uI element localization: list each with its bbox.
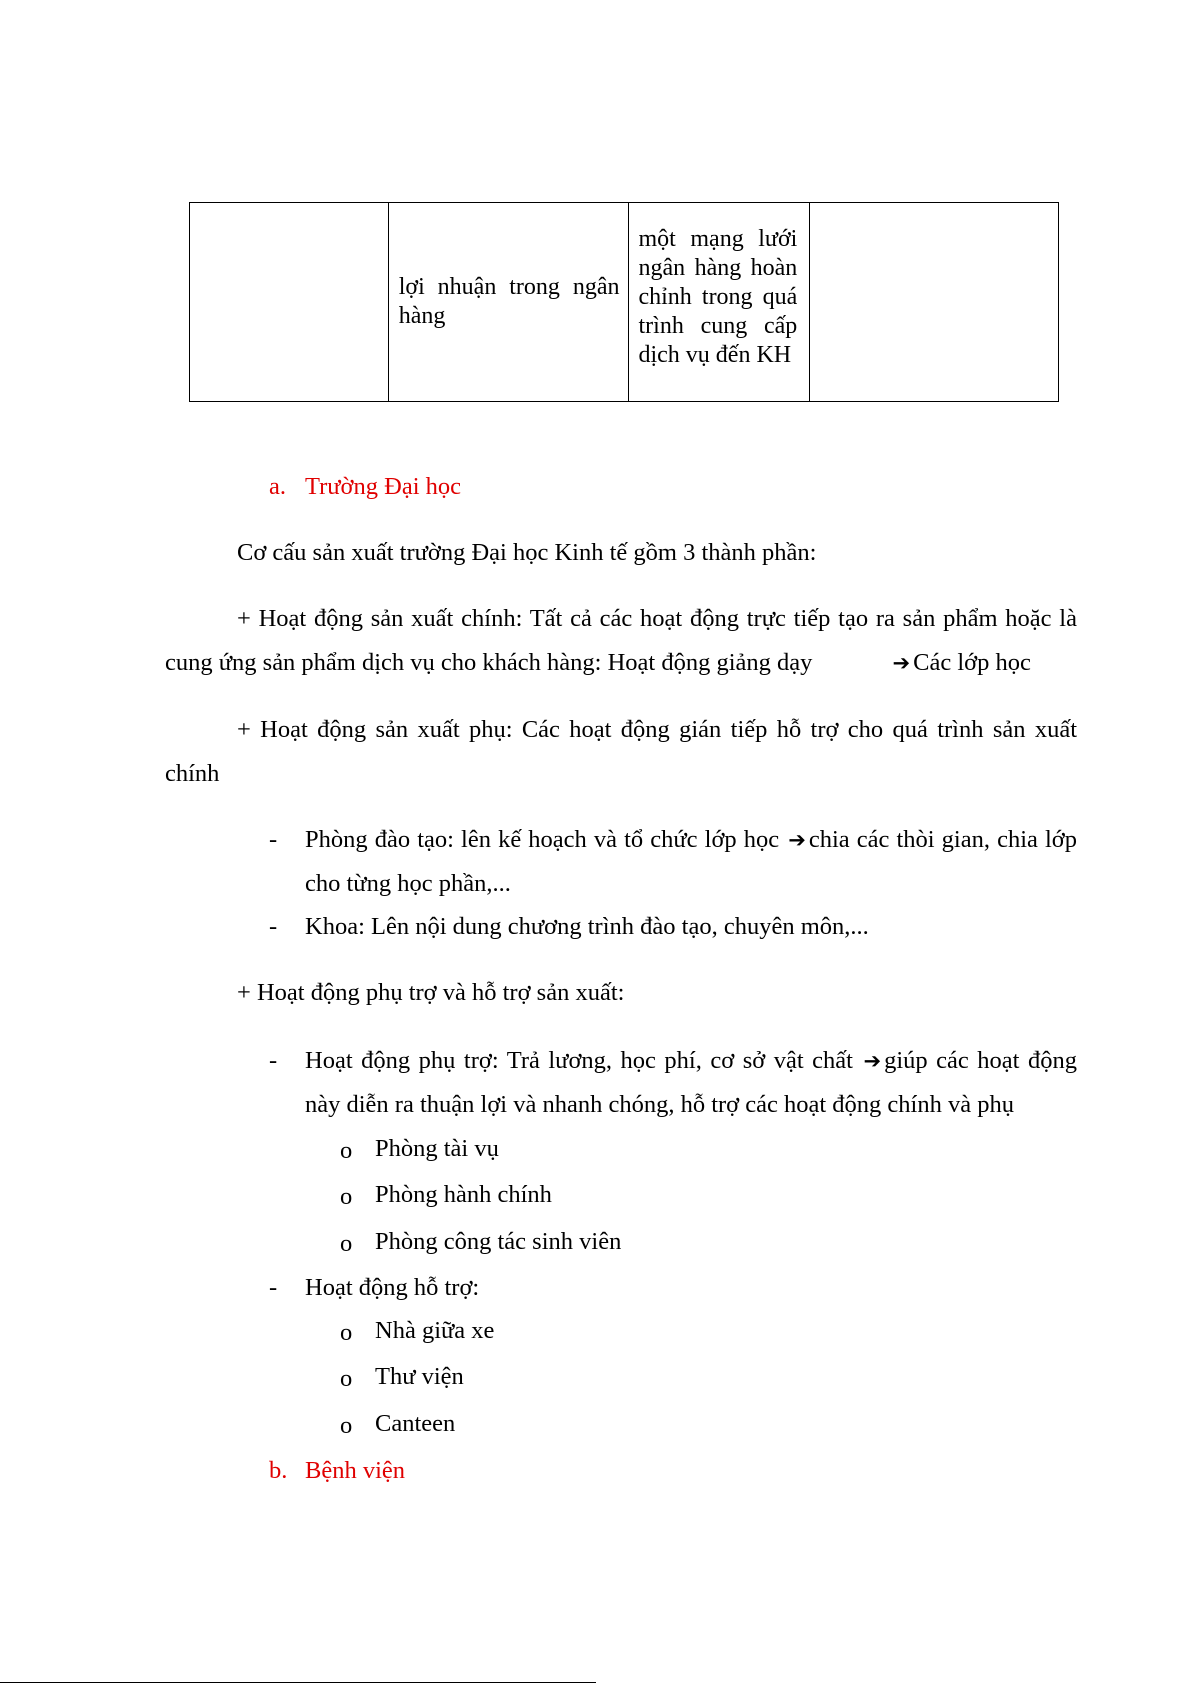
circle-bullet-icon: o <box>340 1230 353 1257</box>
right-arrow-icon: ➔ <box>892 651 911 675</box>
right-arrow-icon: ➔ <box>788 828 806 852</box>
dash-bullet: - <box>269 1047 278 1074</box>
list-item-training-office: Phòng đào tạo: lên kế hoạch và tổ chức lớp học ➔ chia các thòi gian, chia lớp cho từng học phần,... <box>305 818 1077 906</box>
table-cell-4 <box>810 203 1059 402</box>
dash-bullet: - <box>269 913 278 940</box>
sub-item: Phòng hành chính <box>375 1181 552 1208</box>
section-b-marker: b. <box>269 1457 288 1484</box>
secondary-activity-paragraph: + Hoạt động sản xuất phụ: Các hoạt động gián tiếp hỗ trợ cho quá trình sản xuất chính <box>165 716 1077 787</box>
support-heading: + Hoạt động phụ trợ và hỗ trợ sản xuất: <box>237 979 625 1006</box>
section-a-intro: Cơ cấu sản xuất trường Đại học Kinh tế gồm 3 thành phần: <box>237 539 817 566</box>
sub-item: Phòng tài vụ <box>375 1135 499 1162</box>
sub-item: Thư viện <box>375 1363 464 1390</box>
section-a-title: Trường Đại học <box>305 473 461 500</box>
circle-bullet-icon: o <box>340 1319 353 1346</box>
section-a-marker: a. <box>269 473 286 500</box>
table-cell-1 <box>190 203 389 402</box>
sub-item: Phòng công tác sinh viên <box>375 1228 622 1255</box>
list-item-auxiliary: Hoạt động phụ trợ: Trả lương, học phí, cơ sở vật chất ➔ giúp các hoạt động này diễn ra thuận lợi và nhanh chóng, hỗ trợ các hoạt động chính và phụ <box>305 1039 1077 1127</box>
dash-bullet: - <box>269 1274 278 1301</box>
footnote-separator <box>0 1682 596 1683</box>
table-cell-3: một mạng lưới ngân hàng hoàn chỉnh trong quá trình cung cấp dịch vụ đến KH <box>629 203 810 402</box>
dash-bullet: - <box>269 826 278 853</box>
comparison-table <box>189 202 1059 402</box>
right-arrow-icon: ➔ <box>863 1049 882 1073</box>
circle-bullet-icon: o <box>340 1412 353 1439</box>
circle-bullet-icon: o <box>340 1137 353 1164</box>
table-cell-2: lợi nhuận trong ngân hàng <box>388 203 629 402</box>
list-item-faculty: Khoa: Lên nội dung chương trình đào tạo, chuyên môn,... <box>305 913 869 940</box>
circle-bullet-icon: o <box>340 1365 353 1392</box>
sub-item: Canteen <box>375 1410 456 1437</box>
main-activity-paragraph: + Hoạt động sản xuất chính: Tất cả các hoạt động trực tiếp tạo ra sản phẩm hoặc là cung ứng sản phẩm dịch vụ cho khách hàng: Hoạt động giảng dạy ➔ Các lớp học <box>165 597 1077 685</box>
sub-item: Nhà giữa xe <box>375 1317 495 1344</box>
table-row <box>190 203 1059 402</box>
circle-bullet-icon: o <box>340 1183 353 1210</box>
section-b-title: Bệnh viện <box>305 1457 406 1484</box>
list-item-support: Hoạt động hỗ trợ: <box>305 1274 480 1301</box>
